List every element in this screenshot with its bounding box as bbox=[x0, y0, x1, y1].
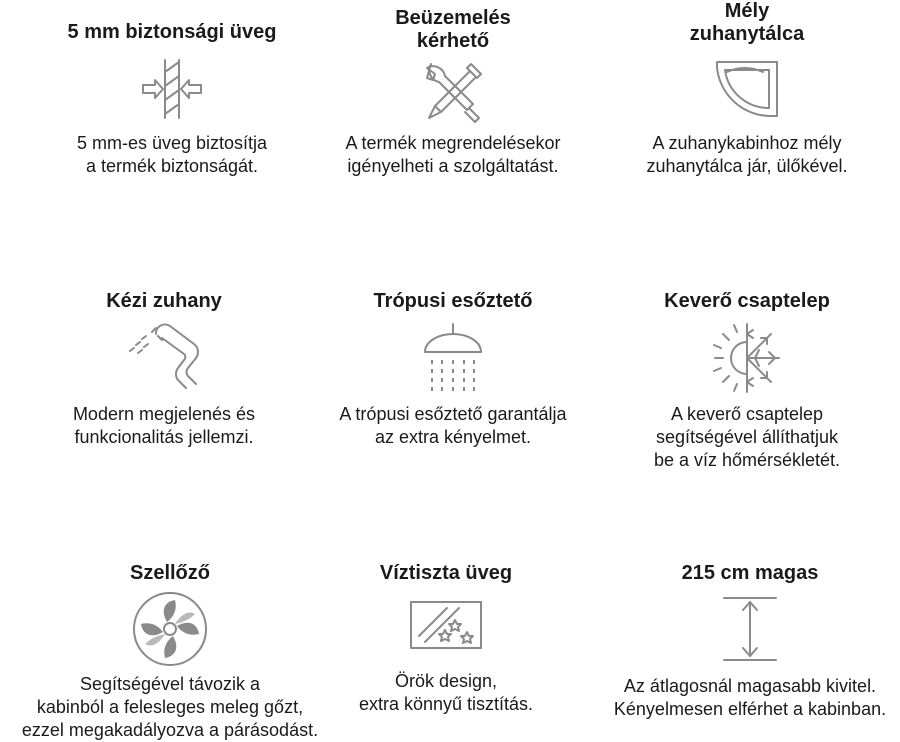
feature-desc-line: funkcionalitás jellemzi. bbox=[74, 427, 254, 447]
feature-title: Víztiszta üveg bbox=[379, 562, 513, 584]
tools-icon bbox=[417, 56, 489, 128]
feature-desc-line: Örök design, bbox=[394, 671, 498, 691]
feature-desc-line: kabinból a felesleges meleg gőzt, bbox=[36, 697, 304, 717]
feature-title: 5 mm biztonsági üveg bbox=[67, 21, 277, 43]
safety-glass-icon bbox=[137, 54, 207, 124]
feature-desc-line: Az átlagosnál magasabb kivitel. bbox=[623, 676, 877, 696]
feature-desc-line: Segítségével távozik a bbox=[79, 674, 261, 694]
hand-shower-icon bbox=[122, 322, 206, 392]
feature-desc-line: Kényelmesen elférhet a kabinban. bbox=[613, 699, 887, 719]
feature-desc-line: A termék megrendelésekor bbox=[345, 133, 561, 153]
feature-title: Kézi zuhany bbox=[106, 290, 222, 312]
feature-desc-line: igényelheti a szolgáltatást. bbox=[347, 156, 559, 176]
feature-title: Szellőző bbox=[129, 562, 210, 584]
feature-desc-line: az extra kényelmet. bbox=[374, 427, 532, 447]
feature-desc-line: segítségével állíthatjuk bbox=[655, 427, 839, 447]
sun-snowflake-icon bbox=[709, 320, 785, 396]
feature-desc-line: ezzel megakadályozva a párásodást. bbox=[21, 720, 319, 740]
feature-desc-line: extra könnyű tisztítás. bbox=[358, 694, 534, 714]
feature-title: 215 cm magas bbox=[681, 562, 819, 584]
feature-desc-line: be a víz hőmérsékletét. bbox=[653, 450, 841, 470]
feature-desc-line: Modern megjelenés és bbox=[72, 404, 256, 424]
height-arrow-icon bbox=[720, 594, 780, 664]
feature-desc-line: A trópusi esőztető garantálja bbox=[339, 404, 567, 424]
feature-desc-line: A keverő csaptelep bbox=[670, 404, 824, 424]
rain-shower-icon bbox=[417, 322, 489, 394]
feature-title: Beüzemelés kérhető bbox=[395, 7, 511, 52]
feature-desc-line: a termék biztonságát. bbox=[85, 156, 259, 176]
fan-icon bbox=[131, 590, 209, 668]
feature-desc-line: A zuhanykabinhoz mély bbox=[652, 133, 842, 153]
feature-title: Keverő csaptelep bbox=[664, 290, 830, 312]
feature-title: Trópusi esőztető bbox=[373, 290, 533, 312]
feature-desc-line: 5 mm-es üveg biztosítja bbox=[76, 133, 268, 153]
shower-tray-icon bbox=[711, 58, 783, 122]
feature-title: Mély zuhanytálca bbox=[689, 0, 805, 45]
clean-glass-icon bbox=[407, 598, 485, 652]
feature-desc-line: zuhanytálca jár, ülőkével. bbox=[646, 156, 848, 176]
